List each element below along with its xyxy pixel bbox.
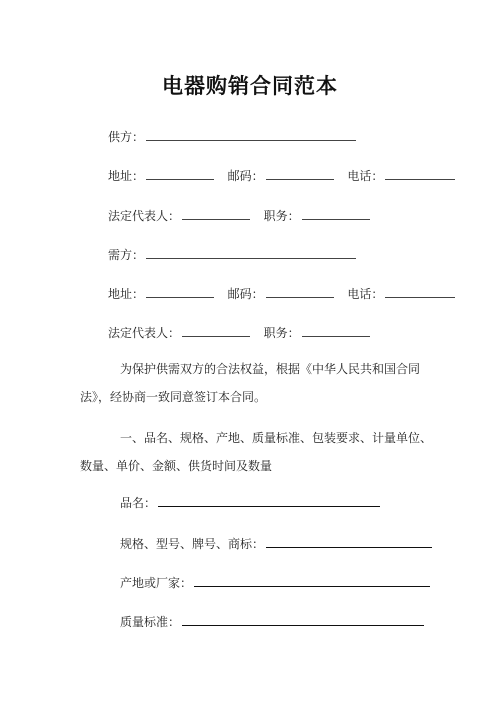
buyer-address-blank[interactable] — [146, 285, 214, 298]
buyer-contact-line — [108, 285, 455, 302]
supplier-postcode-blank[interactable] — [266, 167, 334, 180]
supplier-phone-blank[interactable] — [385, 167, 455, 180]
origin-label: 产地或厂家： — [120, 576, 193, 590]
product-name-line — [120, 494, 380, 511]
supplier-line — [108, 128, 356, 145]
intro-paragraph: 为保护供需双方的合法权益，根据《中华人民共和国合同法》，经协商一致同意签订本合同。 — [80, 362, 421, 404]
buyer-blank[interactable] — [146, 246, 356, 259]
supplier-rep-label: 法定代表人： — [108, 209, 181, 223]
spec-blank[interactable] — [266, 535, 432, 548]
section-1-heading: 一、品名、规格、产地、质量标准、包装要求、计量单位、数量、单价、金额、供货时间及数量 — [80, 431, 433, 473]
buyer-position-label: 职务： — [263, 326, 300, 340]
document-title: 电器购销合同范本 — [162, 74, 338, 98]
buyer-rep-label: 法定代表人： — [108, 326, 181, 340]
spec-line — [120, 535, 432, 552]
supplier-position-label: 职务： — [263, 209, 300, 223]
quality-blank[interactable] — [182, 613, 424, 626]
buyer-rep-blank[interactable] — [182, 324, 250, 337]
buyer-address-label: 地址： — [108, 287, 145, 301]
supplier-postcode-label: 邮码： — [227, 169, 264, 183]
buyer-postcode-label: 邮码： — [227, 287, 264, 301]
supplier-rep-blank[interactable] — [182, 207, 250, 220]
buyer-phone-label: 电话： — [347, 287, 384, 301]
origin-blank[interactable] — [194, 574, 430, 587]
buyer-rep-line — [108, 324, 370, 341]
supplier-rep-line — [108, 207, 370, 224]
supplier-contact-line — [108, 167, 455, 184]
product-name-blank[interactable] — [158, 494, 380, 507]
quality-line — [120, 613, 424, 630]
supplier-blank[interactable] — [146, 128, 356, 141]
origin-line — [120, 574, 430, 591]
spec-label: 规格、型号、牌号、商标： — [120, 537, 265, 551]
quality-label: 质量标准： — [120, 615, 181, 629]
supplier-phone-label: 电话： — [347, 169, 384, 183]
supplier-position-blank[interactable] — [302, 207, 370, 220]
buyer-label: 需方： — [108, 248, 145, 262]
supplier-label: 供方： — [108, 130, 145, 144]
buyer-postcode-blank[interactable] — [266, 285, 334, 298]
supplier-address-label: 地址： — [108, 169, 145, 183]
buyer-line — [108, 246, 356, 263]
supplier-address-blank[interactable] — [146, 167, 214, 180]
buyer-phone-blank[interactable] — [385, 285, 455, 298]
product-name-label: 品名： — [120, 496, 157, 510]
buyer-position-blank[interactable] — [302, 324, 370, 337]
